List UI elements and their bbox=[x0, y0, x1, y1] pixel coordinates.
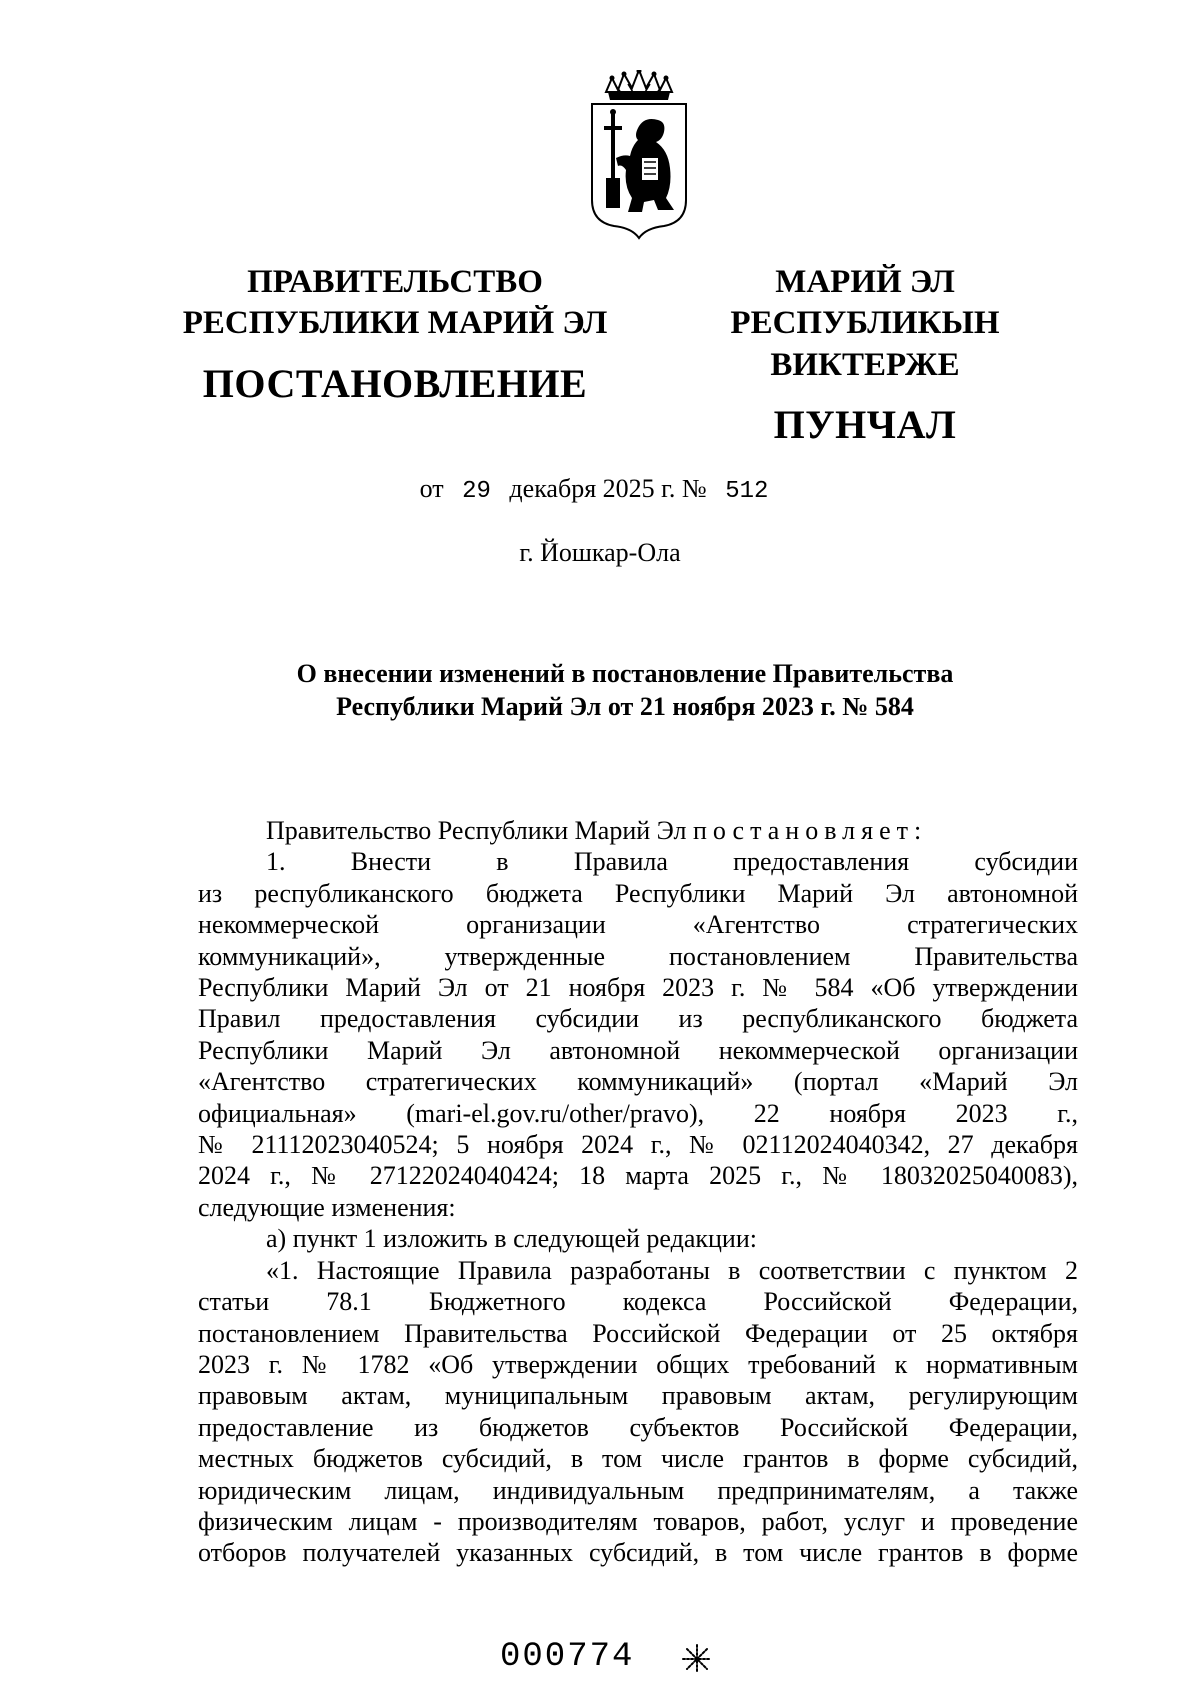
document-number: 512 bbox=[725, 478, 769, 505]
body-line: официальная» (mari-el.gov.ru/other/pravo), 22 ноября 2023 г., bbox=[198, 1098, 1078, 1128]
coat-of-arms-emblem bbox=[584, 70, 694, 240]
document-body bbox=[198, 815, 1078, 1569]
body-line: правовым актам, муниципальным правовым актам, регулирующим bbox=[198, 1381, 1078, 1411]
body-line: а) пункт 1 изложить в следующей редакции: bbox=[266, 1224, 757, 1254]
body-line: «Агентство стратегических коммуникаций» (портал «Марий Эл bbox=[198, 1067, 1078, 1097]
body-line: некоммерческой организации «Агентство стратегических bbox=[198, 910, 1078, 940]
date-prefix: от bbox=[419, 474, 444, 503]
body-line: юридическим лицам, индивидуальным предпринимателям, а также bbox=[198, 1475, 1078, 1505]
date-day: 29 bbox=[462, 478, 491, 505]
header-right bbox=[650, 262, 1080, 450]
body-line: коммуникаций», утвержденные постановлением Правительства bbox=[198, 941, 1078, 971]
body-line: статьи 78.1 Бюджетного кодекса Российской Федерации, bbox=[198, 1287, 1078, 1317]
body-line: Республики Марий Эл автономной некоммерческой организации bbox=[198, 1035, 1078, 1065]
body-line: Правил предоставления субсидии из республиканского бюджета bbox=[198, 1004, 1078, 1034]
body-line: постановлением Правительства Российской Федерации от 25 октября bbox=[198, 1318, 1078, 1348]
body-line: физическим лицам - производителям товаров, работ, услуг и проведение bbox=[198, 1506, 1078, 1536]
city: г. Йошкар-Ола bbox=[519, 538, 681, 567]
asterisk-mark-icon bbox=[680, 1642, 714, 1676]
header-left-line2: РЕСПУБЛИКИ МАРИЙ ЭЛ bbox=[182, 305, 608, 342]
serial-number: 000774 bbox=[500, 1638, 635, 1676]
header-left-line1: ПРАВИТЕЛЬСТВО bbox=[247, 264, 543, 300]
preamble-text: Правительство Республики Марий Эл bbox=[266, 816, 693, 845]
header-right-line2: ВИКТЕРЖЕ bbox=[770, 346, 960, 383]
body-line: № 21112023040524; 5 ноября 2024 г., № 02112024040342, 27 декабря bbox=[198, 1130, 1078, 1160]
body-line: предоставление из бюджетов субъектов Российской Федерации, bbox=[198, 1412, 1078, 1442]
header-right-line1: МАРИЙ ЭЛ РЕСПУБЛИКЫН bbox=[730, 264, 1000, 342]
document-kind-mari: ПУНЧАЛ bbox=[773, 401, 957, 447]
body-line: Республики Марий Эл от 21 ноября 2023 г. № 584 «Об утверждении bbox=[198, 973, 1078, 1003]
body-line: 2023 г. № 1782 «Об утверждении общих требований к нормативным bbox=[198, 1349, 1078, 1379]
body-line: местных бюджетов субсидий, в том числе грантов в форме субсидий, bbox=[198, 1444, 1078, 1474]
title-line-1: О внесении изменений в постановление Правительства bbox=[296, 659, 954, 688]
document-title bbox=[200, 658, 1050, 723]
document-kind-ru: ПОСТАНОВЛЕНИЕ bbox=[202, 360, 588, 406]
preamble-verb: постановляет: bbox=[692, 816, 928, 845]
body-line: 1. Внести в Правила предоставления субсидии bbox=[266, 847, 1078, 877]
date-line bbox=[0, 474, 1200, 505]
body-line: следующие изменения: bbox=[198, 1192, 456, 1222]
body-line: 2024 г., № 27122024040424; 18 марта 2025 г., № 18032025040083), bbox=[198, 1161, 1078, 1191]
title-line-2: Республики Марий Эл от 21 ноября 2023 г. № 584 bbox=[336, 691, 914, 721]
body-line: «1. Настоящие Правила разработаны в соответствии с пунктом 2 bbox=[266, 1255, 1078, 1285]
header-left bbox=[180, 262, 610, 409]
body-line: отборов получателей указанных субсидий, в том числе грантов в форме bbox=[198, 1538, 1078, 1568]
preamble bbox=[198, 815, 1078, 846]
body-line: из республиканского бюджета Республики Марий Эл автономной bbox=[198, 878, 1078, 908]
date-month-year: декабря 2025 г. № bbox=[509, 474, 707, 503]
